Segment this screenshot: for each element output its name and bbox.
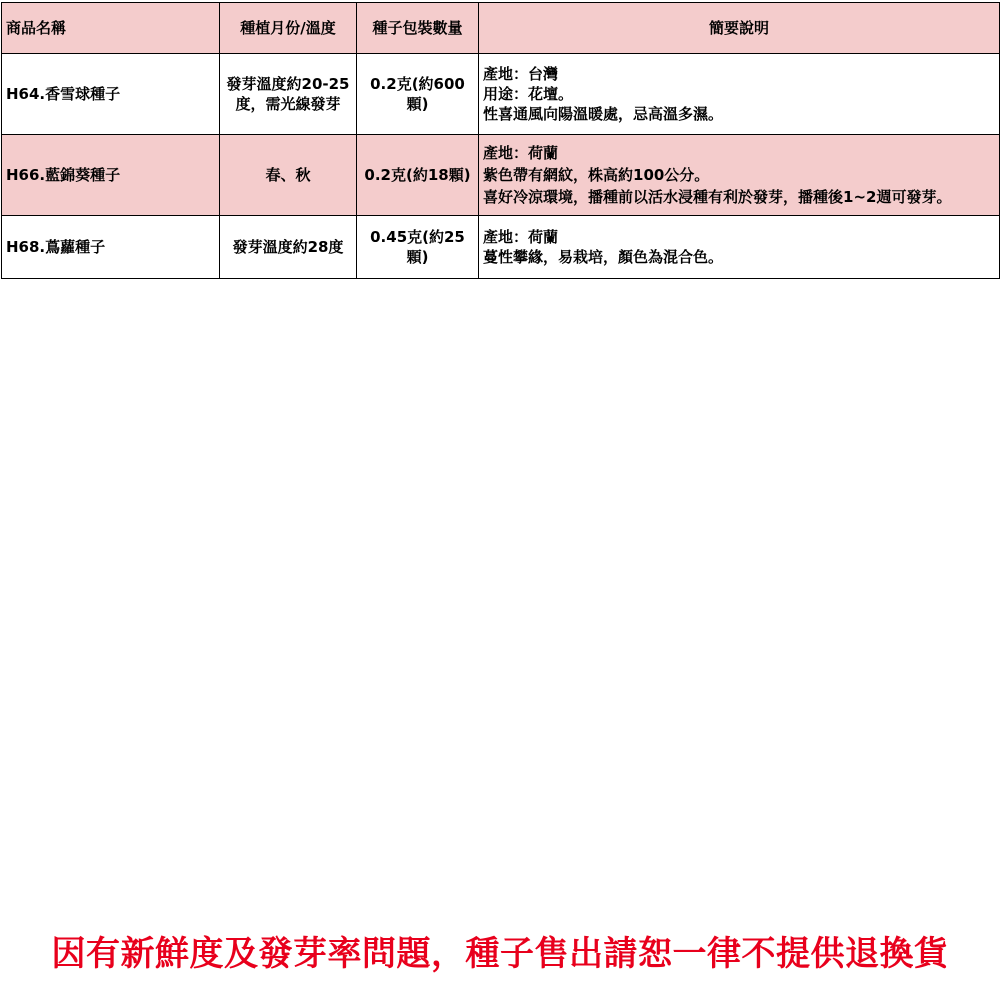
product-description: 產地：台灣 用途：花壇。 性喜通風向陽溫暖處，忌高溫多濕。 [479, 54, 1000, 135]
planting-month: 發芽溫度約20-25度，需光線發芽 [220, 54, 357, 135]
product-name: H68.蔦蘿種子 [2, 216, 220, 279]
product-name: H66.藍錦葵種子 [2, 135, 220, 216]
table-row [2, 216, 1000, 279]
header-description: 簡要說明 [479, 3, 1000, 54]
header-package-quantity: 種子包裝數量 [357, 3, 479, 54]
planting-month: 春、秋 [220, 135, 357, 216]
package-quantity: 0.2克(約18顆) [357, 135, 479, 216]
table-row [2, 54, 1000, 135]
table-row [2, 135, 1000, 216]
seed-product-table [1, 2, 1000, 279]
product-description: 產地：荷蘭 蔓性攀緣，易栽培，顏色為混合色。 [479, 216, 1000, 279]
package-quantity: 0.45克(約25顆) [357, 216, 479, 279]
package-quantity: 0.2克(約600顆) [357, 54, 479, 135]
product-name: H64.香雪球種子 [2, 54, 220, 135]
table-header-row [2, 3, 1000, 54]
header-product-name: 商品名稱 [2, 3, 220, 54]
header-planting-month: 種植月份/溫度 [220, 3, 357, 54]
no-return-notice: 因有新鮮度及發芽率問題，種子售出請恕一律不提供退換貨 [51, 934, 949, 974]
planting-month: 發芽溫度約28度 [220, 216, 357, 279]
product-description: 產地：荷蘭 紫色帶有網紋，株高約100公分。 喜好冷涼環境，播種前以活水浸種有利於發芽，播種後1~2週可發芽。 [479, 135, 1000, 216]
